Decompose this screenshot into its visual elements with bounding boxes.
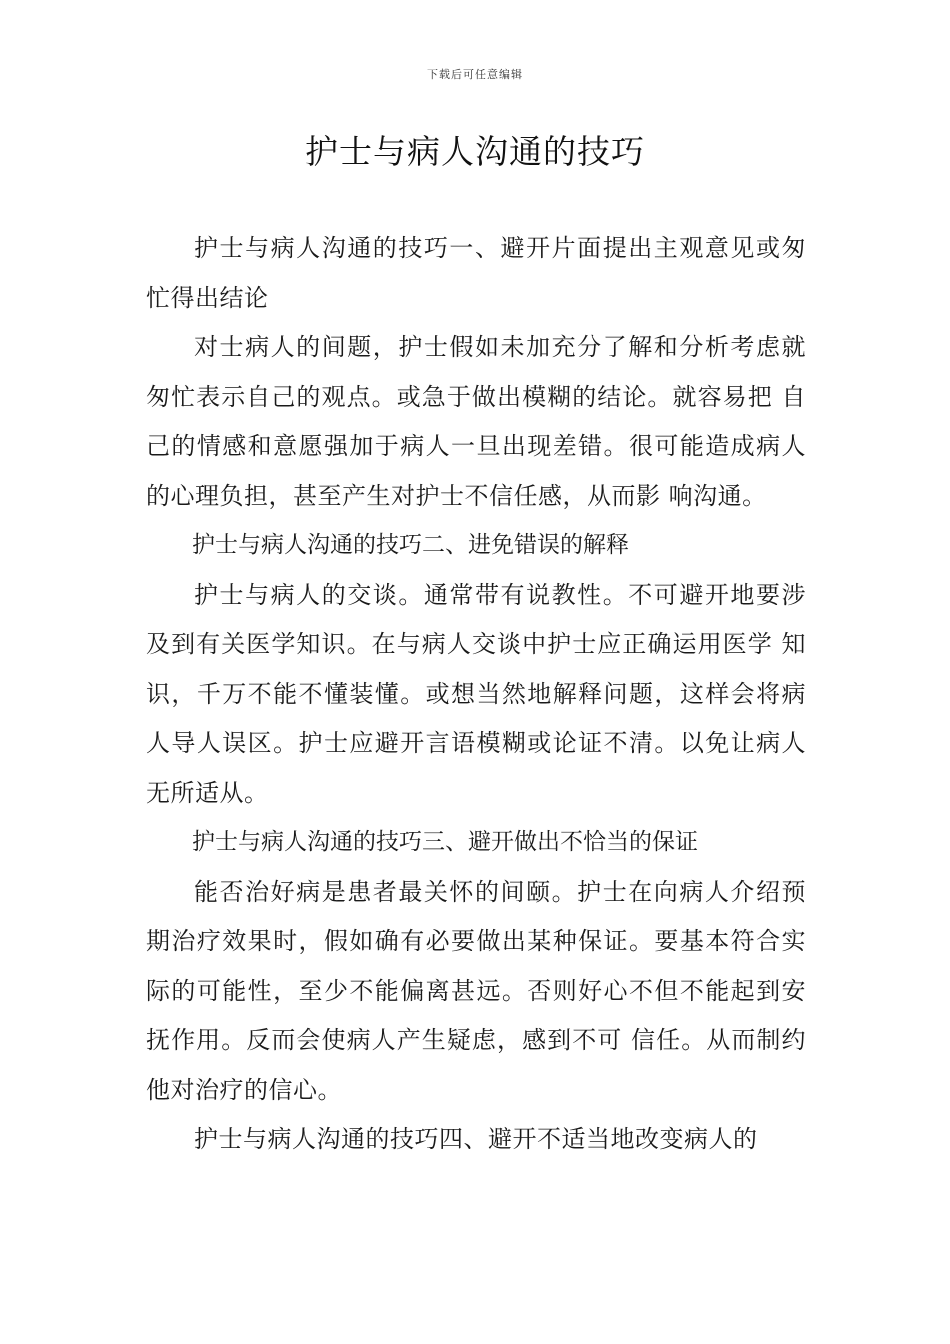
paragraph-section-3-body: 能否治好病是患者最关怀的间颐。护士在向病人介绍预期治疗效果时，假如确有必要做出某种保证。要基本符合实际的可能性，至少不能偏离甚远。否则好心不但不能起到安抚作用。反而会使病人产生疑虑，感到不可 信任。从而制约他对治疗的信心。 xyxy=(146,877,806,1104)
paragraph-section-1-heading: 护士与病人沟通的技巧一、避开片面提出主观意见或匆忙得出结论 xyxy=(146,234,806,312)
header-note: 下载后可任意编辑 xyxy=(427,68,523,81)
paragraph-section-4-heading: 护士与病人沟通的技巧四、避开不适当地改变病人的 xyxy=(194,1125,758,1153)
document-title: 护士与病人沟通的技巧 xyxy=(305,132,645,171)
paragraph-section-3-heading: 护士与病人沟通的技巧三、避开做出不恰当的保证 xyxy=(192,829,698,855)
paragraph-section-2-body: 护士与病人的交谈。通常带有说教性。不可避开地要涉及到有关医学知识。在与病人交谈中护士应正确运用医学 知识，千万不能不懂装懂。或想当然地解释问题，这样会将病人导人误区。护士应避开言语模糊或论证不清。以免让病人无所适从。 xyxy=(146,580,806,807)
paragraph-section-1-body: 对士病人的间题，护士假如未加充分了解和分析考虑就匆忙表示自己的观点。或急于做出模糊的结论。就容易把 自己的情感和意愿强加于病人一旦出现差错。很可能造成病人的心理负担，甚至产生对护士不信任感，从而影 响沟通。 xyxy=(146,333,806,510)
document-body xyxy=(146,224,806,1165)
paragraph-section-2-heading: 护士与病人沟通的技巧二、进免错误的解释 xyxy=(192,532,629,558)
